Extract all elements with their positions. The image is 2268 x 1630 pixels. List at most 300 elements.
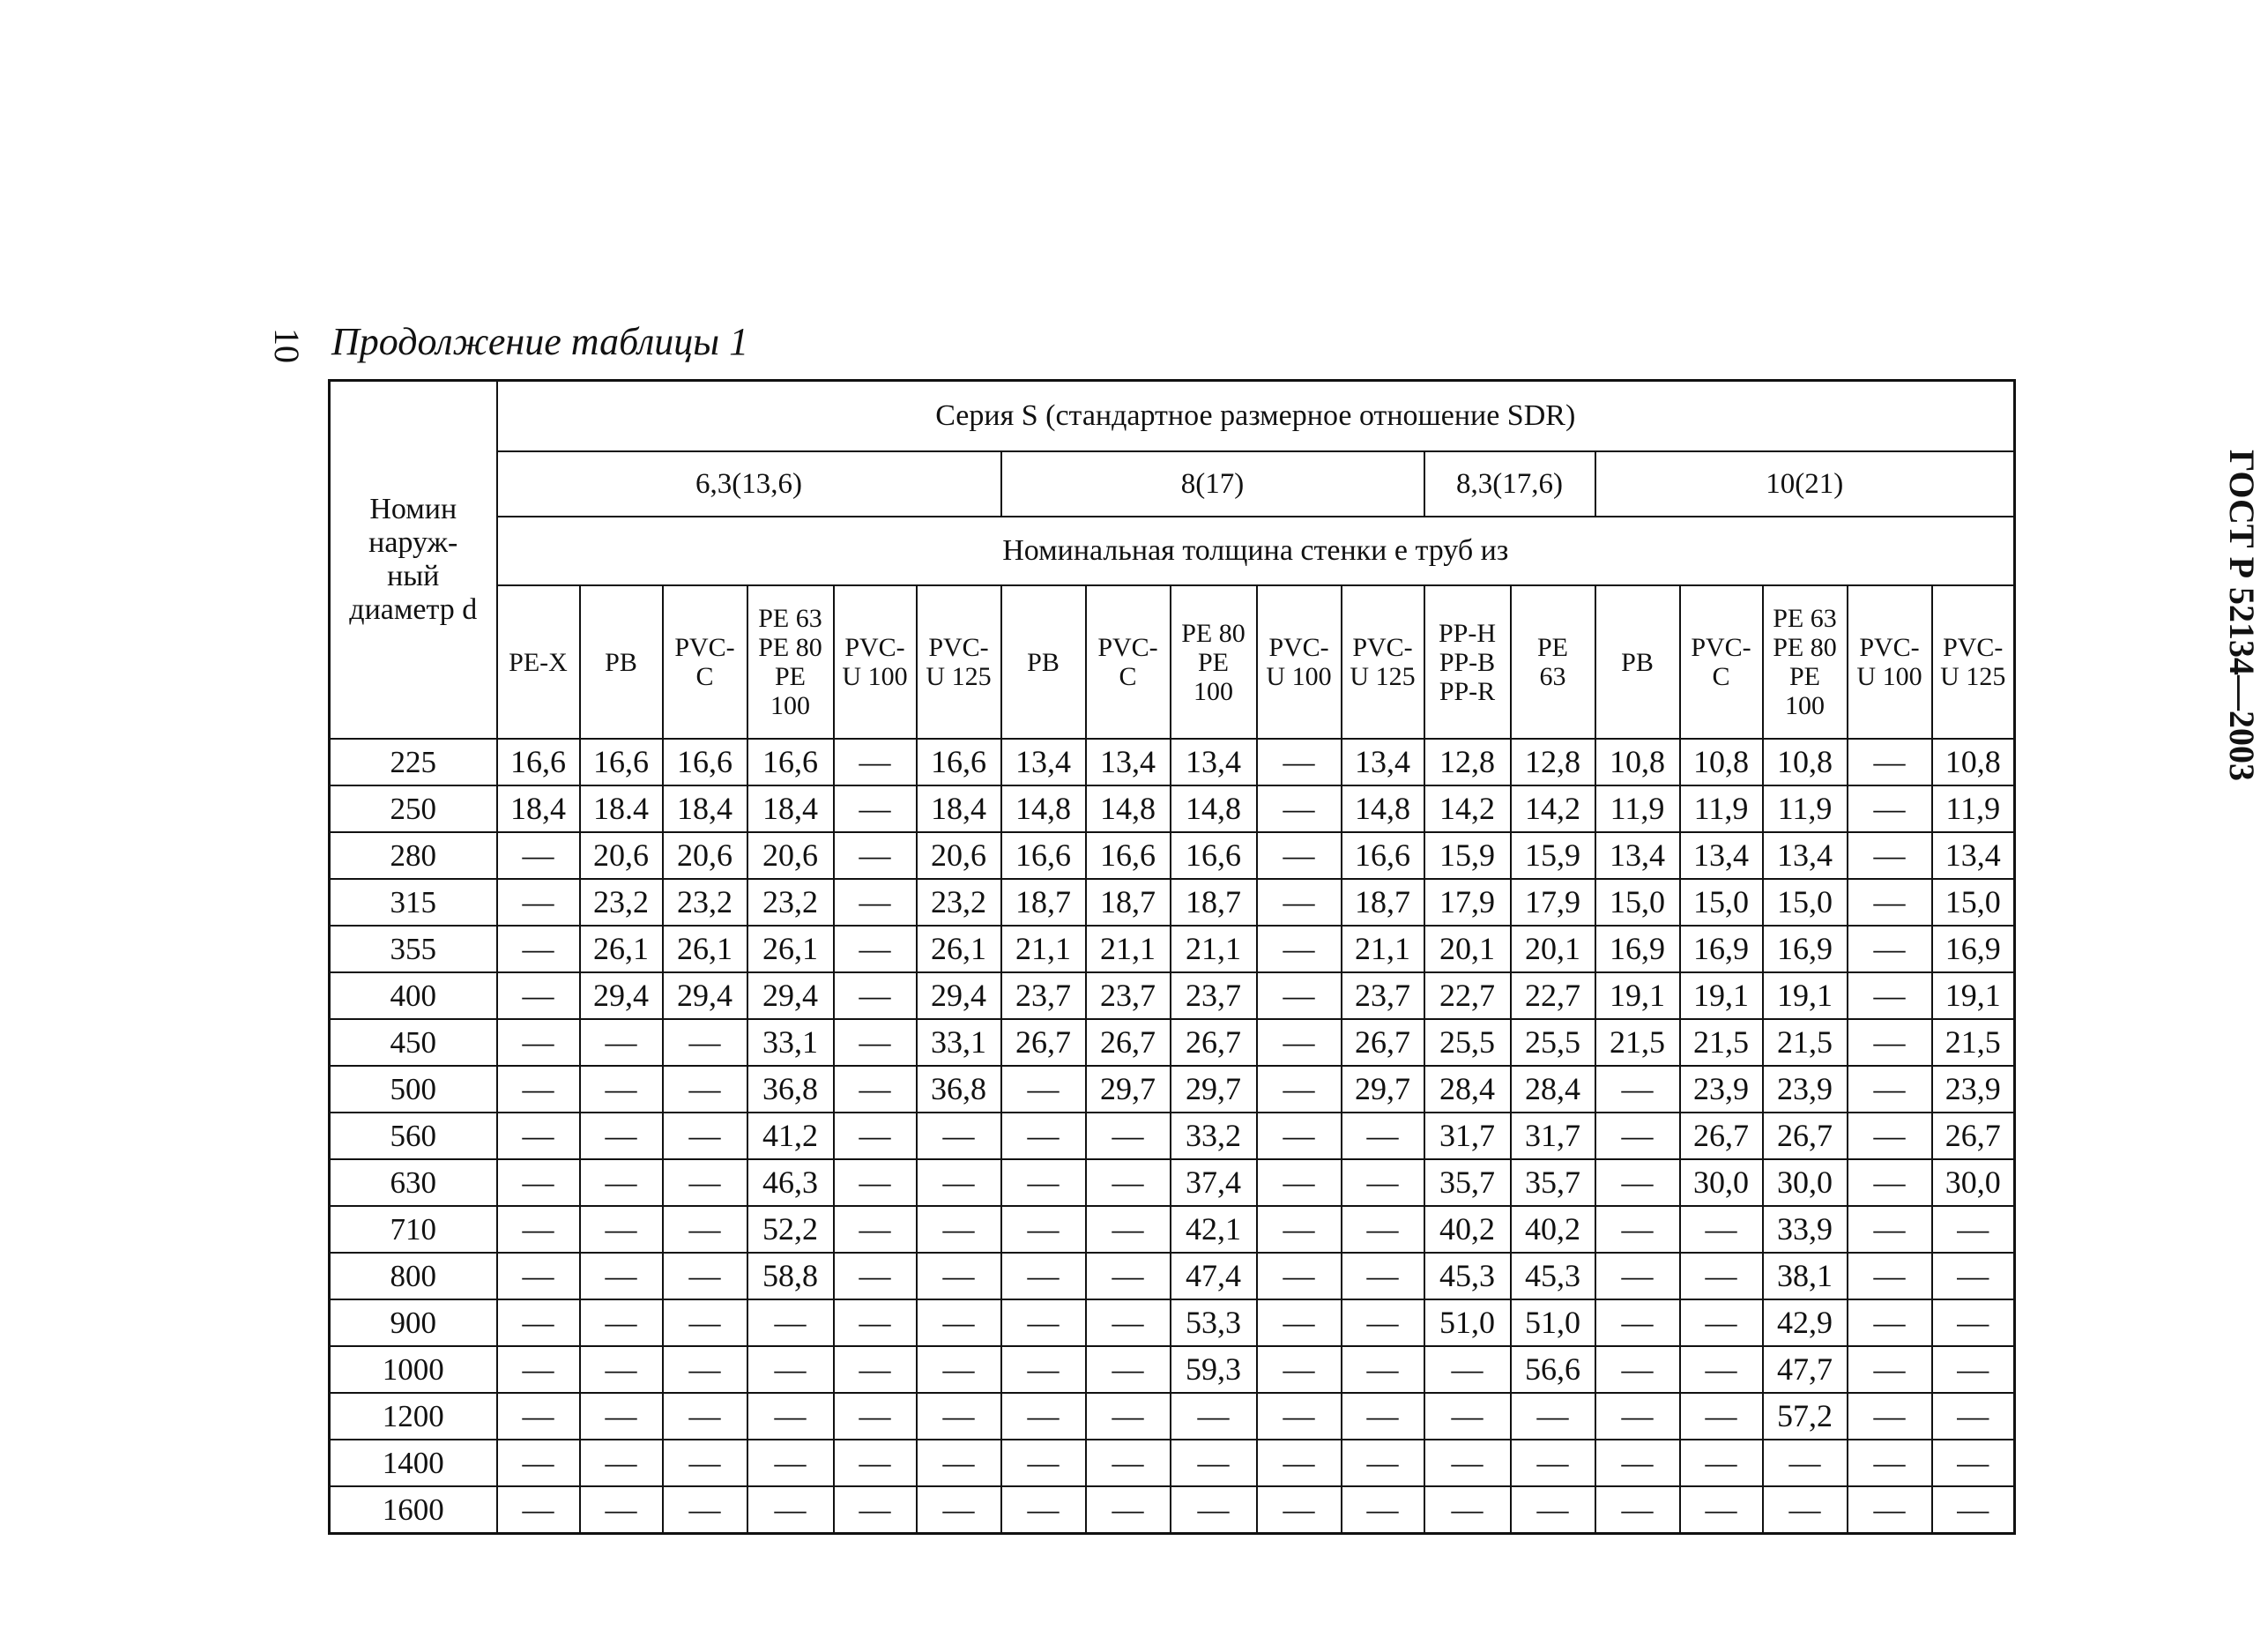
material-column-header xyxy=(1595,585,1680,739)
material-header-line: U 100 xyxy=(1266,662,1332,691)
thickness-cell: 16,9 xyxy=(1932,926,2015,972)
thickness-cell: — xyxy=(497,972,580,1019)
material-header-line: C xyxy=(1119,662,1137,691)
thickness-cell: — xyxy=(1257,1440,1342,1486)
thickness-cell: — xyxy=(747,1440,834,1486)
diameter-header-line: ный xyxy=(387,560,440,592)
thickness-cell: — xyxy=(497,1440,580,1486)
material-column-header xyxy=(1086,585,1171,739)
thickness-cell: — xyxy=(834,1066,917,1113)
thickness-cell: — xyxy=(580,1486,663,1534)
thickness-cell: 18,7 xyxy=(1342,879,1424,926)
table-row xyxy=(330,785,2015,832)
thickness-cell: — xyxy=(1342,1159,1424,1206)
thickness-cell: — xyxy=(1932,1346,2015,1393)
material-column-header xyxy=(917,585,1001,739)
thickness-cell: — xyxy=(1848,1440,1932,1486)
thickness-cell: 17,9 xyxy=(1511,879,1595,926)
thickness-cell: 21,5 xyxy=(1932,1019,2015,1066)
material-header-line: PP-R xyxy=(1439,676,1496,706)
table-row xyxy=(330,1206,2015,1253)
thickness-cell: 13,4 xyxy=(1086,739,1171,785)
thickness-cell: 13,4 xyxy=(1932,832,2015,879)
thickness-cell: 23,7 xyxy=(1001,972,1086,1019)
material-header-line: PB xyxy=(1621,647,1654,677)
table-row xyxy=(330,1253,2015,1299)
thickness-cell: 26,1 xyxy=(747,926,834,972)
thickness-cell: 16,6 xyxy=(917,739,1001,785)
table-row xyxy=(330,1066,2015,1113)
material-column-header xyxy=(1424,585,1511,739)
thickness-cell: — xyxy=(663,1019,747,1066)
thickness-cell: 29,4 xyxy=(747,972,834,1019)
thickness-cell: — xyxy=(1848,1393,1932,1440)
thickness-cell: 23,7 xyxy=(1342,972,1424,1019)
thickness-cell: — xyxy=(917,1440,1001,1486)
material-header-line: PVC- xyxy=(1352,633,1413,662)
thickness-cell: 14,8 xyxy=(1086,785,1171,832)
thickness-cell: — xyxy=(663,1253,747,1299)
table-row xyxy=(330,1486,2015,1534)
thickness-cell: 59,3 xyxy=(1171,1346,1257,1393)
thickness-cell: 19,1 xyxy=(1680,972,1763,1019)
table-row xyxy=(330,1113,2015,1159)
thickness-cell: — xyxy=(580,1299,663,1346)
thickness-cell: 23,7 xyxy=(1171,972,1257,1019)
thickness-cell: — xyxy=(834,1346,917,1393)
table-row xyxy=(330,1159,2015,1206)
thickness-cell: — xyxy=(917,1253,1001,1299)
thickness-cell: — xyxy=(663,1159,747,1206)
thickness-header: Номинальная толщина стенки e труб из xyxy=(497,517,2015,585)
table-row xyxy=(330,972,2015,1019)
material-header-line: PE xyxy=(774,662,806,691)
thickness-cell: 29,7 xyxy=(1171,1066,1257,1113)
thickness-cell: 25,5 xyxy=(1511,1019,1595,1066)
thickness-cell: 36,8 xyxy=(747,1066,834,1113)
thickness-cell: — xyxy=(834,1486,917,1534)
material-column-header xyxy=(580,585,663,739)
thickness-cell: — xyxy=(1763,1486,1848,1534)
thickness-cell: 57,2 xyxy=(1763,1393,1848,1440)
material-header-line: PVC- xyxy=(1943,633,2004,662)
diameter-header-line: Номин xyxy=(369,493,457,525)
material-header-line: PVC- xyxy=(1691,633,1751,662)
thickness-cell: 16,6 xyxy=(1171,832,1257,879)
thickness-cell: 31,7 xyxy=(1424,1113,1511,1159)
thickness-cell: — xyxy=(580,1440,663,1486)
series-group-header: 6,3(13,6) xyxy=(497,451,1001,517)
thickness-cell: — xyxy=(1848,879,1932,926)
thickness-cell: — xyxy=(1595,1253,1680,1299)
thickness-cell: 26,7 xyxy=(1342,1019,1424,1066)
thickness-cell: — xyxy=(1763,1440,1848,1486)
thickness-cell: — xyxy=(1257,739,1342,785)
thickness-cell: 26,7 xyxy=(1171,1019,1257,1066)
thickness-cell: 16,6 xyxy=(1342,832,1424,879)
thickness-cell: — xyxy=(834,1253,917,1299)
diameter-header-line: наруж- xyxy=(368,526,458,559)
thickness-cell: — xyxy=(834,1206,917,1253)
thickness-cell: 15,0 xyxy=(1932,879,2015,926)
thickness-cell: — xyxy=(1595,1206,1680,1253)
thickness-cell: 13,4 xyxy=(1342,739,1424,785)
diameter-cell: 355 xyxy=(330,926,497,972)
thickness-cell: — xyxy=(1257,1393,1342,1440)
thickness-cell: — xyxy=(1424,1486,1511,1534)
thickness-cell: — xyxy=(1848,785,1932,832)
thickness-cell: — xyxy=(497,832,580,879)
thickness-cell: — xyxy=(1001,1486,1086,1534)
diameter-header xyxy=(330,381,497,740)
material-header-line: U 125 xyxy=(926,662,992,691)
thickness-cell: 53,3 xyxy=(1171,1299,1257,1346)
thickness-cell: — xyxy=(747,1346,834,1393)
thickness-cell: — xyxy=(1086,1159,1171,1206)
thickness-cell: — xyxy=(1595,1299,1680,1346)
thickness-cell: — xyxy=(1848,1113,1932,1159)
thickness-cell: 14,8 xyxy=(1001,785,1086,832)
thickness-cell: — xyxy=(497,1206,580,1253)
thickness-cell: — xyxy=(1001,1066,1086,1113)
thickness-cell: — xyxy=(1595,1393,1680,1440)
thickness-cell: — xyxy=(917,1346,1001,1393)
diameter-cell: 315 xyxy=(330,879,497,926)
thickness-cell: 30,0 xyxy=(1763,1159,1848,1206)
thickness-cell: — xyxy=(1257,926,1342,972)
diameter-cell: 1600 xyxy=(330,1486,497,1534)
thickness-cell: — xyxy=(1257,1206,1342,1253)
material-header-line: U 100 xyxy=(1856,662,1922,691)
thickness-cell: — xyxy=(1257,1486,1342,1534)
thickness-cell: 40,2 xyxy=(1424,1206,1511,1253)
thickness-cell: 11,9 xyxy=(1595,785,1680,832)
thickness-cell: — xyxy=(663,1393,747,1440)
thickness-cell: — xyxy=(1342,1206,1424,1253)
diameter-cell: 250 xyxy=(330,785,497,832)
material-column-header xyxy=(747,585,834,739)
thickness-cell: — xyxy=(1257,1113,1342,1159)
thickness-cell: — xyxy=(834,879,917,926)
thickness-cell: — xyxy=(497,1486,580,1534)
series-header: Серия S (стандартное размерное отношение SDR) xyxy=(497,381,2015,452)
thickness-cell: 10,8 xyxy=(1680,739,1763,785)
material-header-line: PVC- xyxy=(1268,633,1329,662)
thickness-cell: — xyxy=(1001,1206,1086,1253)
table-row xyxy=(330,926,2015,972)
material-header-line: PE 80 xyxy=(758,633,822,662)
thickness-cell: — xyxy=(1342,1253,1424,1299)
thickness-cell: — xyxy=(834,972,917,1019)
thickness-cell: 19,1 xyxy=(1932,972,2015,1019)
material-column-header xyxy=(1001,585,1086,739)
thickness-cell: 29,4 xyxy=(663,972,747,1019)
table-row xyxy=(330,1393,2015,1440)
thickness-cell: 14,2 xyxy=(1511,785,1595,832)
thickness-cell: 10,8 xyxy=(1763,739,1848,785)
thickness-cell: 26,1 xyxy=(580,926,663,972)
thickness-cell: 16,6 xyxy=(497,739,580,785)
thickness-cell: — xyxy=(1257,1066,1342,1113)
thickness-cell: — xyxy=(834,832,917,879)
thickness-cell: — xyxy=(1086,1113,1171,1159)
thickness-cell: — xyxy=(1848,1299,1932,1346)
thickness-cell: 18,7 xyxy=(1086,879,1171,926)
thickness-cell: 26,7 xyxy=(1680,1113,1763,1159)
thickness-cell: 17,9 xyxy=(1424,879,1511,926)
thickness-cell: 20,1 xyxy=(1424,926,1511,972)
thickness-cell: 23,7 xyxy=(1086,972,1171,1019)
thickness-cell: — xyxy=(1086,1206,1171,1253)
thickness-cell: — xyxy=(497,1159,580,1206)
thickness-cell: — xyxy=(1001,1113,1086,1159)
thickness-cell: — xyxy=(497,1299,580,1346)
thickness-cell: 47,4 xyxy=(1171,1253,1257,1299)
thickness-cell: 33,9 xyxy=(1763,1206,1848,1253)
material-column-header xyxy=(497,585,580,739)
thickness-cell: — xyxy=(1511,1486,1595,1534)
thickness-cell: — xyxy=(1680,1440,1763,1486)
thickness-cell: — xyxy=(1424,1393,1511,1440)
thickness-cell: 15,0 xyxy=(1763,879,1848,926)
thickness-cell: — xyxy=(663,1066,747,1113)
thickness-cell: — xyxy=(497,1019,580,1066)
thickness-cell: 29,7 xyxy=(1086,1066,1171,1113)
thickness-cell: 18,4 xyxy=(917,785,1001,832)
thickness-cell: — xyxy=(580,1346,663,1393)
thickness-cell: 31,7 xyxy=(1511,1113,1595,1159)
thickness-cell: — xyxy=(1001,1393,1086,1440)
thickness-cell: 13,4 xyxy=(1680,832,1763,879)
thickness-cell: 19,1 xyxy=(1763,972,1848,1019)
diameter-cell: 1400 xyxy=(330,1440,497,1486)
thickness-cell: 37,4 xyxy=(1171,1159,1257,1206)
thickness-cell: 16,6 xyxy=(1086,832,1171,879)
thickness-cell: — xyxy=(1257,785,1342,832)
thickness-cell: — xyxy=(834,1393,917,1440)
thickness-cell: — xyxy=(1086,1253,1171,1299)
thickness-cell: — xyxy=(1257,1299,1342,1346)
thickness-cell: 13,4 xyxy=(1001,739,1086,785)
thickness-cell: — xyxy=(1001,1299,1086,1346)
table-row xyxy=(330,1346,2015,1393)
material-column-header xyxy=(1342,585,1424,739)
material-header-line: PE 63 xyxy=(758,604,822,633)
thickness-cell: — xyxy=(580,1113,663,1159)
thickness-cell: 12,8 xyxy=(1424,739,1511,785)
diameter-cell: 800 xyxy=(330,1253,497,1299)
thickness-cell: — xyxy=(917,1206,1001,1253)
thickness-cell: — xyxy=(1257,1253,1342,1299)
thickness-cell: 35,7 xyxy=(1511,1159,1595,1206)
thickness-cell: 18.4 xyxy=(580,785,663,832)
thickness-cell: 10,8 xyxy=(1932,739,2015,785)
thickness-cell: 14,8 xyxy=(1342,785,1424,832)
diameter-cell: 225 xyxy=(330,739,497,785)
thickness-cell: 45,3 xyxy=(1424,1253,1511,1299)
diameter-cell: 900 xyxy=(330,1299,497,1346)
thickness-cell: 46,3 xyxy=(747,1159,834,1206)
thickness-cell: — xyxy=(834,1159,917,1206)
thickness-cell: — xyxy=(580,1066,663,1113)
material-header-line: PE 80 xyxy=(1181,618,1246,648)
standard-id: ГОСТ Р 52134—2003 xyxy=(2222,449,2262,782)
thickness-cell: — xyxy=(663,1299,747,1346)
thickness-cell: 45,3 xyxy=(1511,1253,1595,1299)
thickness-cell: 15,9 xyxy=(1424,832,1511,879)
material-column-header xyxy=(1680,585,1763,739)
material-header-line: PE-X xyxy=(509,647,568,677)
thickness-cell: 47,7 xyxy=(1763,1346,1848,1393)
material-column-header xyxy=(1848,585,1932,739)
thickness-cell: — xyxy=(1257,972,1342,1019)
diameter-cell: 1200 xyxy=(330,1393,497,1440)
series-group-header: 8,3(17,6) xyxy=(1424,451,1595,517)
thickness-cell: — xyxy=(663,1113,747,1159)
thickness-cell: 51,0 xyxy=(1511,1299,1595,1346)
thickness-cell: — xyxy=(1680,1393,1763,1440)
thickness-cell: — xyxy=(1342,1346,1424,1393)
thickness-cell: 42,1 xyxy=(1171,1206,1257,1253)
thickness-cell: 36,8 xyxy=(917,1066,1001,1113)
thickness-cell: 29,4 xyxy=(580,972,663,1019)
thickness-cell: — xyxy=(497,1253,580,1299)
diameter-cell: 560 xyxy=(330,1113,497,1159)
pipe-wall-thickness-table xyxy=(328,379,2016,1535)
thickness-cell: — xyxy=(1424,1440,1511,1486)
thickness-cell: 20,6 xyxy=(747,832,834,879)
thickness-cell: — xyxy=(1848,1206,1932,1253)
thickness-cell: — xyxy=(1171,1393,1257,1440)
thickness-cell: — xyxy=(1848,1346,1932,1393)
thickness-cell: 33,2 xyxy=(1171,1113,1257,1159)
thickness-cell: 16,6 xyxy=(747,739,834,785)
thickness-cell: — xyxy=(1595,1159,1680,1206)
thickness-cell: — xyxy=(1257,832,1342,879)
material-header-line: PVC- xyxy=(674,633,735,662)
thickness-cell: 26,7 xyxy=(1763,1113,1848,1159)
thickness-cell: — xyxy=(1086,1346,1171,1393)
thickness-cell: — xyxy=(917,1159,1001,1206)
thickness-cell: — xyxy=(747,1486,834,1534)
thickness-cell: — xyxy=(747,1299,834,1346)
thickness-cell: — xyxy=(1342,1440,1424,1486)
thickness-cell: 26,7 xyxy=(1932,1113,2015,1159)
table-caption: Продолжение таблицы 1 xyxy=(331,320,749,363)
thickness-cell: 13,4 xyxy=(1763,832,1848,879)
thickness-cell: — xyxy=(1342,1486,1424,1534)
thickness-cell: 29,4 xyxy=(917,972,1001,1019)
thickness-cell: 52,2 xyxy=(747,1206,834,1253)
thickness-cell: — xyxy=(1257,879,1342,926)
thickness-cell: 28,4 xyxy=(1424,1066,1511,1113)
thickness-cell: 38,1 xyxy=(1763,1253,1848,1299)
thickness-cell: — xyxy=(1171,1486,1257,1534)
thickness-cell: 13,4 xyxy=(1171,739,1257,785)
thickness-cell: — xyxy=(497,879,580,926)
thickness-cell: — xyxy=(1257,1159,1342,1206)
thickness-cell: 29,7 xyxy=(1342,1066,1424,1113)
thickness-cell: 28,4 xyxy=(1511,1066,1595,1113)
series-group-header: 10(21) xyxy=(1595,451,2015,517)
thickness-cell: — xyxy=(1424,1346,1511,1393)
table-row xyxy=(330,1299,2015,1346)
diameter-cell: 630 xyxy=(330,1159,497,1206)
thickness-cell: 26,1 xyxy=(663,926,747,972)
material-header-line: PE 80 xyxy=(1773,633,1837,662)
material-header-line: 100 xyxy=(1193,676,1233,706)
thickness-cell: 40,2 xyxy=(1511,1206,1595,1253)
material-header-line: PE xyxy=(1197,647,1229,677)
table-row xyxy=(330,879,2015,926)
material-column-header xyxy=(1511,585,1595,739)
material-column-header xyxy=(1257,585,1342,739)
material-header-line: PP-H xyxy=(1438,618,1497,648)
thickness-cell: — xyxy=(1680,1346,1763,1393)
thickness-cell: — xyxy=(580,1393,663,1440)
diameter-header-line: диаметр d xyxy=(349,593,478,626)
table-row xyxy=(330,832,2015,879)
thickness-cell: — xyxy=(747,1393,834,1440)
thickness-cell: 26,7 xyxy=(1001,1019,1086,1066)
material-header-line: U 100 xyxy=(842,662,908,691)
thickness-cell: 15,0 xyxy=(1680,879,1763,926)
thickness-cell: — xyxy=(663,1440,747,1486)
thickness-cell: — xyxy=(1511,1393,1595,1440)
thickness-cell: 23,2 xyxy=(580,879,663,926)
thickness-cell: 30,0 xyxy=(1680,1159,1763,1206)
thickness-cell: 22,7 xyxy=(1511,972,1595,1019)
thickness-cell: — xyxy=(1680,1299,1763,1346)
thickness-cell: 10,8 xyxy=(1595,739,1680,785)
thickness-cell: — xyxy=(1932,1393,2015,1440)
material-header-line: 63 xyxy=(1539,662,1566,691)
thickness-cell: — xyxy=(1848,1019,1932,1066)
thickness-cell: — xyxy=(1932,1486,2015,1534)
thickness-cell: 15,0 xyxy=(1595,879,1680,926)
thickness-cell: 18,4 xyxy=(747,785,834,832)
thickness-cell: 18,7 xyxy=(1171,879,1257,926)
thickness-cell: — xyxy=(1342,1393,1424,1440)
thickness-cell: 14,2 xyxy=(1424,785,1511,832)
thickness-cell: — xyxy=(663,1206,747,1253)
thickness-cell: 23,9 xyxy=(1763,1066,1848,1113)
thickness-cell: — xyxy=(1342,1299,1424,1346)
thickness-cell: 21,1 xyxy=(1001,926,1086,972)
table-row xyxy=(330,1019,2015,1066)
material-column-header xyxy=(1171,585,1257,739)
thickness-cell: — xyxy=(663,1346,747,1393)
thickness-cell: 23,2 xyxy=(747,879,834,926)
thickness-cell: 11,9 xyxy=(1680,785,1763,832)
page-number: 10 xyxy=(267,328,307,363)
thickness-cell: 23,9 xyxy=(1680,1066,1763,1113)
thickness-cell: 23,2 xyxy=(663,879,747,926)
thickness-cell: 42,9 xyxy=(1763,1299,1848,1346)
thickness-cell: 18,4 xyxy=(663,785,747,832)
thickness-cell: — xyxy=(580,1206,663,1253)
thickness-cell: 18,7 xyxy=(1001,879,1086,926)
material-header-line: PB xyxy=(1027,647,1060,677)
material-header-line: PVC- xyxy=(1097,633,1158,662)
thickness-cell: 30,0 xyxy=(1932,1159,2015,1206)
thickness-cell: 14,8 xyxy=(1171,785,1257,832)
diameter-cell: 500 xyxy=(330,1066,497,1113)
thickness-cell: 16,9 xyxy=(1763,926,1848,972)
thickness-cell: — xyxy=(1595,1113,1680,1159)
thickness-cell: — xyxy=(917,1113,1001,1159)
thickness-cell: 33,1 xyxy=(747,1019,834,1066)
